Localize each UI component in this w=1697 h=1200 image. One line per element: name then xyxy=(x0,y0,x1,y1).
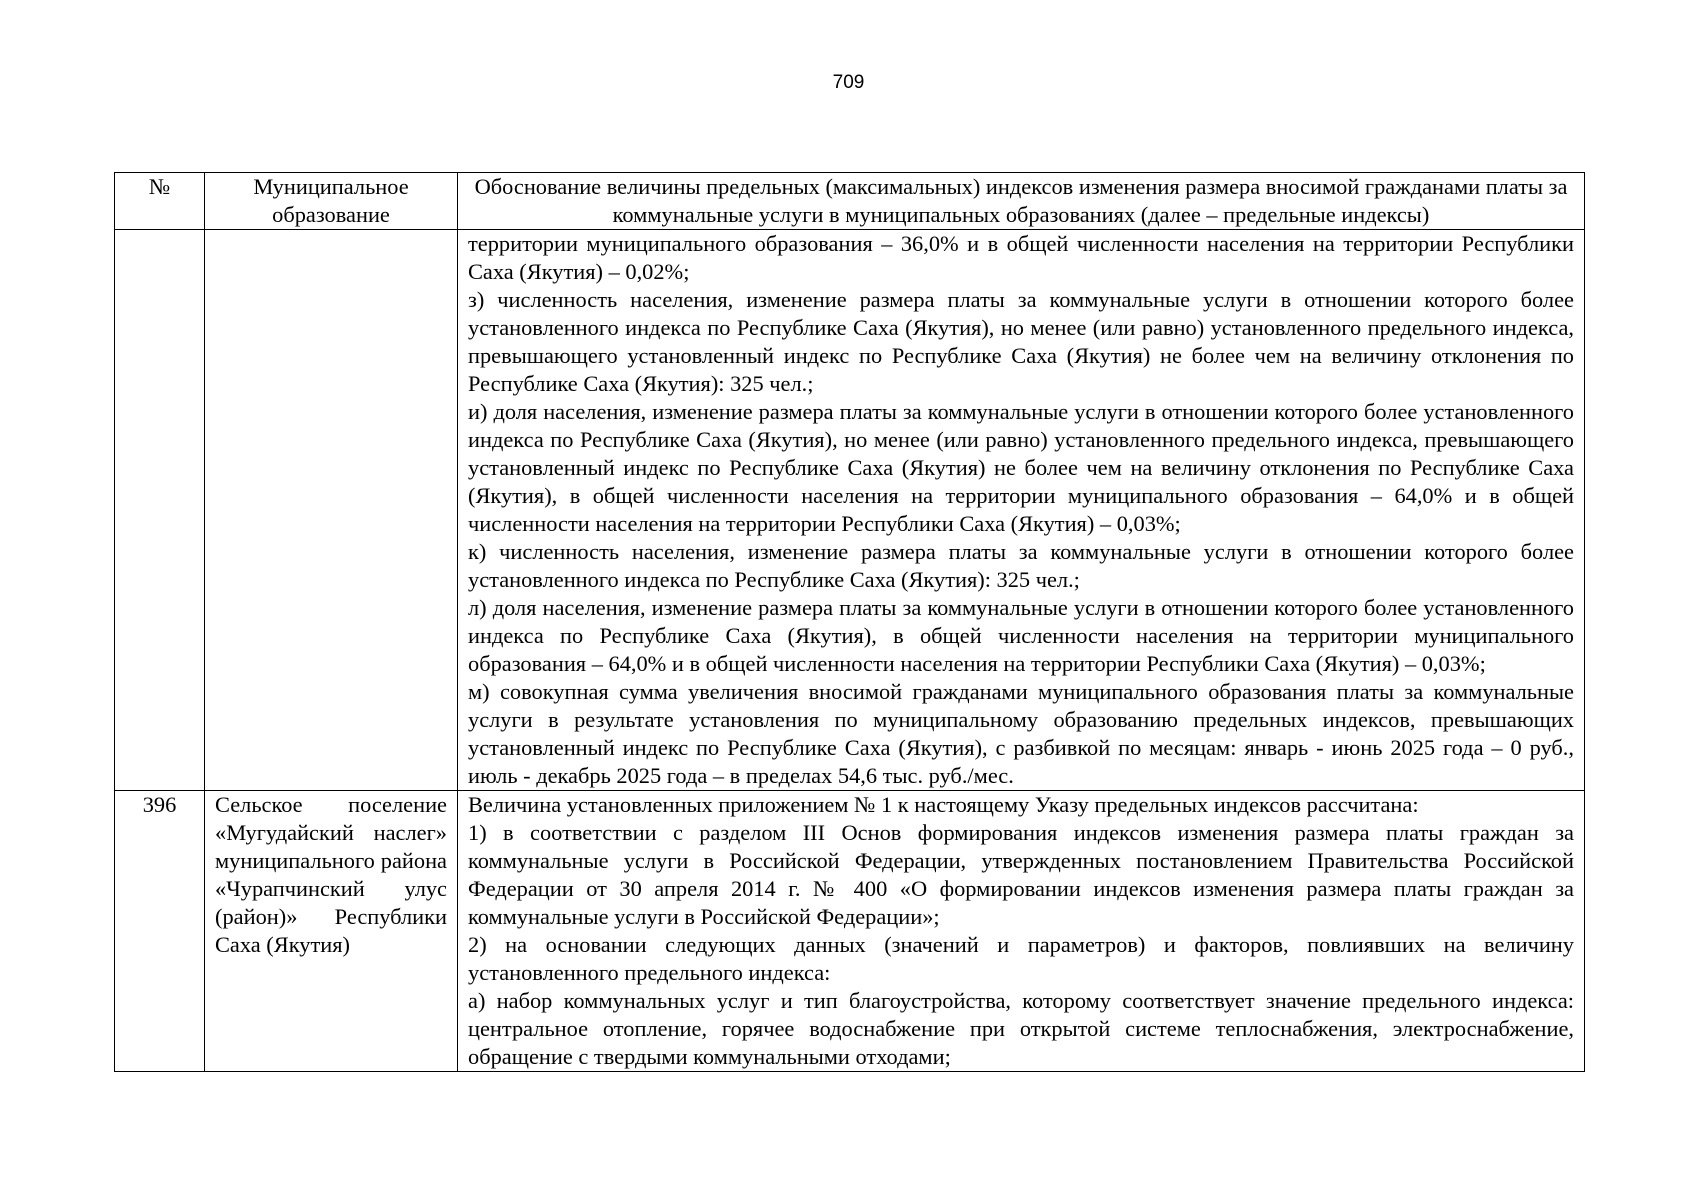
row-municipality: Сельское поселение «Мугудайский наслег» муниципального района «Чурапчинский улус (район)» Республики Саха (Якутия) xyxy=(205,791,458,1072)
header-justification: Обоснование величины предельных (максимальных) индексов изменения размера вносимой гражданами платы за коммунальные услуги в муниципальных образованиях (далее – предельные индексы) xyxy=(458,173,1585,230)
row-justification xyxy=(458,791,1585,1072)
justification-table xyxy=(114,172,1585,1072)
table-row xyxy=(115,791,1585,1072)
justification-paragraph: Величина установленных приложением № 1 к настоящему Указу предельных индексов рассчитана: xyxy=(468,792,1419,817)
justification-paragraph: а) набор коммунальных услуг и тип благоустройства, которому соответствует значение предельного индекса: центральное отопление, горячее водоснабжение при открытой системе теплоснабжения, электроснабжение, обращение с твердыми коммунальными отходами; xyxy=(468,988,1574,1069)
row-justification xyxy=(458,230,1585,791)
justification-paragraph: к) численность населения, изменение размера платы за коммунальные услуги в отношении которого более установленного индекса по Республике Саха (Якутия): 325 чел.; xyxy=(468,539,1574,592)
justification-paragraph: 1) в соответствии с разделом III Основ формирования индексов изменения размера платы граждан за коммунальные услуги в Российской Федерации, утвержденных постановлением Правительства Российской Федерации от 30 апреля 2014 г. № 400 «О формировании индексов изменения размера платы граждан за коммунальные услуги в Российской Федерации»; xyxy=(468,820,1574,929)
justification-paragraph: з) численность населения, изменение размера платы за коммунальные услуги в отношении которого более установленного индекса по Республике Саха (Якутия), но менее (или равно) установленного предельного индекса, превышающего установленный индекс по Республике Саха (Якутия) не более чем на величину отклонения по Республике Саха (Якутия): 325 чел.; xyxy=(468,287,1574,396)
justification-paragraph: л) доля населения, изменение размера платы за коммунальные услуги в отношении которого более установленного индекса по Республике Саха (Якутия), в общей численности населения на территории муниципального образования – 64,0% и в общей численности населения на территории Республики Саха (Якутия) – 0,03%; xyxy=(468,595,1574,676)
justification-paragraph: 2) на основании следующих данных (значений и параметров) и факторов, повлиявших на величину установленного предельного индекса: xyxy=(468,932,1574,985)
header-number: № xyxy=(115,173,205,230)
table-row xyxy=(115,230,1585,791)
row-number xyxy=(115,230,205,791)
page-number: 709 xyxy=(832,72,865,93)
row-municipality xyxy=(205,230,458,791)
justification-paragraph: и) доля населения, изменение размера платы за коммунальные услуги в отношении которого более установленного индекса по Республике Саха (Якутия), но менее (или равно) установленного предельного индекса, превышающего установленный индекс по Республике Саха (Якутия) не более чем на величину отклонения по Республике Саха (Якутия), в общей численности населения на территории муниципального образования – 64,0% и в общей численности населения на территории Республики Саха (Якутия) – 0,03%; xyxy=(468,399,1574,536)
justification-paragraph: территории муниципального образования – 36,0% и в общей численности населения на территории Республики Саха (Якутия) – 0,02%; xyxy=(468,231,1574,284)
row-number: 396 xyxy=(115,791,205,1072)
table-header-row xyxy=(115,173,1585,230)
header-municipality: Муниципальное образование xyxy=(205,173,458,230)
justification-paragraph: м) совокупная сумма увеличения вносимой гражданами муниципального образования платы за коммунальные услуги в результате установления по муниципальному образованию предельных индексов, превышающих установленный индекс по Республике Саха (Якутия), с разбивкой по месяцам: январь - июнь 2025 года – 0 руб., июль - декабрь 2025 года – в пределах 54,6 тыс. руб./мес. xyxy=(468,679,1574,788)
